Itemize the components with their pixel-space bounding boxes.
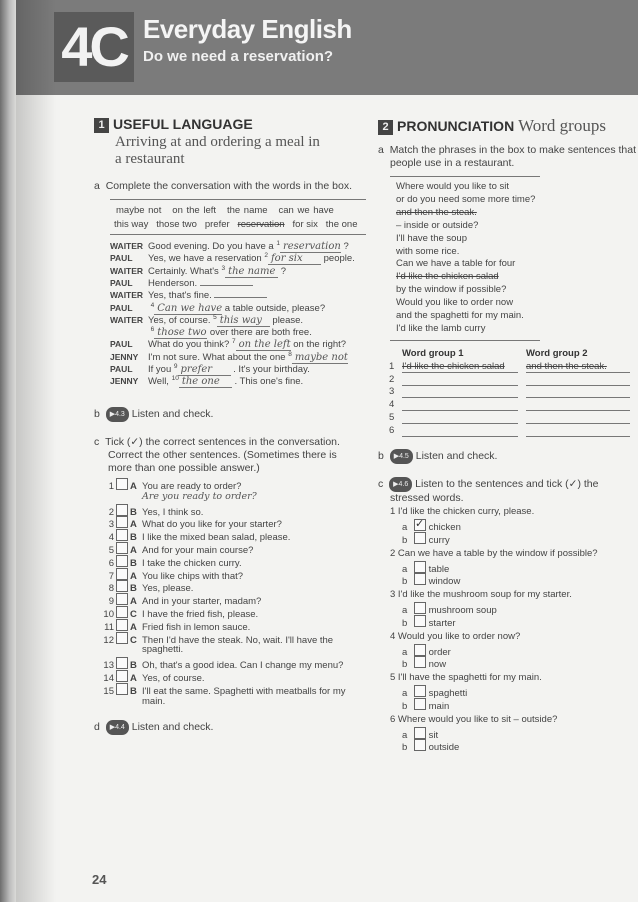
phrase: I'd like the chicken salad <box>396 271 499 283</box>
tick-sentence: I take the chicken curry. <box>142 557 242 569</box>
s2c-instruction: c ▶4.6 Listen to the sentences and tick (✓) the stressed words. <box>378 478 599 504</box>
speaker: JENNY <box>110 351 139 362</box>
dialogue-text: Yes, we have a reservation <box>148 253 262 265</box>
phrase: and then the steak. <box>396 206 477 218</box>
dialogue-line <box>110 363 310 376</box>
dialogue-rest: ? <box>343 241 349 252</box>
section2-title: PRONUNCIATION <box>397 118 515 134</box>
item-number: 9 <box>108 596 114 608</box>
dialogue-rest: over there are both free. <box>209 327 312 339</box>
word-group-1-header: Word group 1 <box>402 348 464 359</box>
word-group-number: 4 <box>389 399 395 411</box>
dialogue-text: I'm not sure. What about the one <box>148 351 286 363</box>
tick-box[interactable] <box>414 644 426 656</box>
unit-subtitle: Do we need a reservation? <box>143 48 334 65</box>
tick-box[interactable] <box>116 606 128 618</box>
s2b-label: b <box>378 450 384 462</box>
section1-title: USEFUL LANGUAGE <box>113 116 253 132</box>
option-word: starter <box>428 617 456 629</box>
tick-item <box>100 696 165 707</box>
section1-heading <box>94 116 253 133</box>
stress-option <box>402 656 446 670</box>
section2-title-serif: Word groups <box>518 116 606 135</box>
item-number: 3 <box>108 519 114 531</box>
dialogue-line <box>110 302 325 315</box>
unit-title: Everyday English <box>143 14 352 44</box>
option-letter: a <box>402 688 408 699</box>
speaker-letter: B <box>130 660 137 672</box>
s1b-label: b <box>94 408 100 420</box>
gap-number: 2 <box>264 252 268 260</box>
speaker-letter: B <box>130 532 137 544</box>
word-group-1-cell: I'd like the chicken salad <box>402 361 518 373</box>
audio-icon[interactable]: ▶4.6 <box>389 477 412 492</box>
tick-box[interactable] <box>116 632 128 644</box>
speaker: PAUL <box>110 253 133 264</box>
gap-number: 6 <box>150 326 155 334</box>
gap-number: 10 <box>171 375 179 383</box>
option-word: spaghetti <box>428 688 468 699</box>
s1c-instruction: c Tick (✓) the correct sentences in the conversation. Correct the other sentences. (Sometimes there is more than one possible answer.) <box>94 436 340 474</box>
dialogue-text: Certainly. What's <box>148 265 219 277</box>
item-number: 12 <box>103 634 114 646</box>
speaker-letter: B <box>130 557 137 569</box>
word-group-2-cell <box>526 386 630 398</box>
s2b-row <box>378 449 497 464</box>
option-word: mushroom soup <box>428 605 497 616</box>
word-group-1-cell <box>402 425 518 437</box>
gap-number: 5 <box>213 313 217 321</box>
word-group-1-cell <box>402 412 518 424</box>
box-word: those two <box>156 219 197 230</box>
s1b-row <box>94 407 213 422</box>
tick-box[interactable] <box>116 529 128 541</box>
speaker-letter: B <box>130 506 137 518</box>
speaker: WAITER <box>110 314 144 325</box>
tick-box[interactable] <box>116 555 128 567</box>
option-word: now <box>428 659 447 670</box>
item-number: 5 <box>108 545 114 556</box>
dialogue-text: Good evening. Do you have a <box>148 241 274 252</box>
dialogue-line <box>110 240 349 253</box>
s1d-text: Listen and check. <box>131 721 214 733</box>
stress-option <box>402 739 459 753</box>
phrase-box-top <box>390 176 540 177</box>
section1-number: 1 <box>94 118 109 133</box>
tick-box[interactable] <box>414 615 426 627</box>
tick-sentence: Fried fish in lemon sauce. <box>142 621 251 633</box>
s2a-label: a <box>378 144 384 156</box>
dialogue-text: Henderson. <box>148 277 198 289</box>
s1a-label: a <box>94 180 100 192</box>
tick-item <box>100 644 183 655</box>
phrase: Where would you like to sit <box>396 181 509 192</box>
speaker-letter: A <box>130 596 137 608</box>
handwritten-answer: Can we have <box>154 303 222 315</box>
gap-number: 1 <box>276 240 280 247</box>
tick-box[interactable] <box>116 580 128 592</box>
tick-sentence: I have the fried fish, please. <box>142 609 259 620</box>
word-group-1-cell <box>402 399 518 411</box>
handwritten-answer <box>214 297 267 298</box>
tick-box[interactable] <box>414 727 426 739</box>
tick-sentence: spaghetti. <box>142 644 184 656</box>
phrase: – inside or outside? <box>396 219 479 231</box>
speaker-letter: A <box>130 673 137 684</box>
speaker-letter: A <box>130 519 137 531</box>
dialogue-text: If you <box>148 364 172 375</box>
dialogue-line <box>110 277 253 289</box>
option-letter: a <box>402 646 408 658</box>
phrase: I'd like the lamb curry <box>396 322 486 334</box>
dialogue-line <box>110 351 348 364</box>
handwritten-answer: the name <box>225 266 278 278</box>
dialogue-rest: ? <box>280 265 286 277</box>
tick-box[interactable] <box>116 670 128 682</box>
handwritten-answer: this way <box>217 315 270 327</box>
box-word: the name <box>226 205 268 216</box>
speaker-letter: B <box>130 583 137 595</box>
s1c-label: c <box>94 436 100 448</box>
word-group-number: 5 <box>389 411 395 423</box>
tick-box[interactable] <box>116 619 128 631</box>
stress-option <box>402 615 456 629</box>
option-word: outside <box>428 742 460 753</box>
tick-sentence: And for your main course? <box>142 545 254 556</box>
word-group-1-cell <box>402 386 518 398</box>
tick-sentence: You are ready to order? <box>142 481 242 492</box>
word-group-number: 2 <box>389 373 395 385</box>
dialogue-text: Yes, that's fine. <box>148 290 212 302</box>
tick-box[interactable] <box>414 561 426 573</box>
dialogue-rest: on the right? <box>293 339 347 351</box>
dialogue-line <box>110 265 286 278</box>
speaker: WAITER <box>110 241 144 251</box>
s1a-instruction <box>94 180 352 193</box>
option-word: order <box>428 646 451 658</box>
tick-box[interactable] <box>116 542 128 554</box>
item-number: 7 <box>108 570 114 582</box>
tick-sentence: Oh, that's a good idea. Can I change my menu? <box>142 660 344 672</box>
word-box-bottom <box>110 234 366 235</box>
book-spine <box>0 0 16 902</box>
word-group-2-cell <box>526 374 630 386</box>
word-group-2-cell <box>526 412 630 424</box>
box-word: prefer <box>204 219 230 230</box>
tick-box[interactable] <box>414 656 426 668</box>
word-group-number: 1 <box>389 361 395 372</box>
handwritten-answer: the one <box>179 376 232 388</box>
word-group-2-cell <box>526 425 630 437</box>
tick-sentence: Yes, of course. <box>142 673 205 684</box>
box-word: reservation <box>237 219 285 230</box>
s1d-label: d <box>94 721 100 733</box>
word-group-number: 6 <box>389 424 395 436</box>
speaker: PAUL <box>110 339 133 350</box>
handwritten-answer: reservation <box>280 241 341 253</box>
option-word: chicken <box>428 522 461 533</box>
tick-box[interactable] <box>116 568 128 580</box>
item-number: 14 <box>103 673 114 684</box>
word-box-row1 <box>116 205 334 216</box>
tick-box[interactable] <box>414 685 426 697</box>
item-number: 2 <box>108 506 114 518</box>
gap-number: 4 <box>150 301 155 309</box>
tick-box[interactable] <box>414 602 426 614</box>
tick-box[interactable] <box>414 573 426 585</box>
dialogue-line <box>110 252 355 265</box>
s1d-row <box>94 720 213 735</box>
tick-box[interactable] <box>414 519 426 531</box>
section2-number: 2 <box>378 120 393 135</box>
dialogue-line <box>110 314 303 327</box>
option-letter: b <box>402 576 408 587</box>
speaker-letter: A <box>130 545 137 556</box>
dialogue-rest: please. <box>272 314 304 326</box>
audio-icon[interactable]: ▶4.4 <box>106 720 129 735</box>
word-box-row2 <box>114 219 357 230</box>
tick-box[interactable] <box>414 698 426 710</box>
box-word: maybe not <box>116 205 162 216</box>
tick-sentence: What do you like for your starter? <box>142 519 282 531</box>
tick-box[interactable] <box>116 478 128 490</box>
page-number: 24 <box>92 872 107 887</box>
s1b-text: Listen and check. <box>131 408 214 420</box>
stress-question: 2 Can we have a table by the window if possible? <box>390 547 598 559</box>
s2a-instruction: a Match the phrases in the box to make sentences that people use in a restaurant. <box>378 144 636 169</box>
tick-box[interactable] <box>116 504 128 516</box>
spine-shadow <box>16 0 56 902</box>
item-number: 10 <box>103 609 114 620</box>
section2-heading <box>378 116 606 136</box>
tick-sentence: Are you ready to order? <box>142 490 257 502</box>
speaker-letter: B <box>130 685 137 697</box>
option-letter: b <box>402 659 408 670</box>
stress-question: 1 I'd like the chicken curry, please. <box>390 506 535 517</box>
dialogue-line <box>110 326 312 339</box>
tick-box[interactable] <box>116 657 128 669</box>
item-number: 1 <box>108 481 114 492</box>
speaker: JENNY <box>110 376 139 387</box>
box-word: on the left <box>172 205 217 216</box>
speaker-letter: A <box>130 481 137 492</box>
option-letter: b <box>402 742 408 753</box>
s1a-text: Complete the conversation with the words in the box. <box>105 180 352 192</box>
phrase-box-bottom <box>390 340 540 341</box>
dialogue-rest: . It's your birthday. <box>233 364 310 375</box>
dialogue-rest: people. <box>323 253 355 265</box>
option-word: table <box>428 563 450 575</box>
stress-option <box>402 532 450 546</box>
stress-question: 4 Would you like to order now? <box>390 630 521 642</box>
option-letter: a <box>402 729 408 741</box>
tick-sentence: I like the mixed bean salad, please. <box>142 532 291 544</box>
tick-item <box>100 491 257 502</box>
unit-code: 4C <box>54 12 134 82</box>
option-letter: b <box>402 617 408 629</box>
tick-box[interactable] <box>116 683 128 695</box>
word-group-2-cell: and then the steak. <box>526 361 630 373</box>
tick-box[interactable] <box>414 532 426 544</box>
tick-sentence: main. <box>142 695 166 707</box>
handwritten-answer <box>200 285 253 286</box>
item-number: 4 <box>108 532 114 544</box>
audio-icon[interactable]: ▶4.5 <box>390 449 413 464</box>
item-number: 8 <box>108 583 114 595</box>
dialogue-rest: . This one's fine. <box>234 376 304 388</box>
option-word: window <box>428 576 461 587</box>
speaker-letter: A <box>130 621 137 633</box>
box-word: for six <box>292 219 318 230</box>
handwritten-answer: prefer <box>178 364 231 376</box>
phrase: by the window if possible? <box>396 284 507 296</box>
speaker-letter: C <box>130 609 137 620</box>
option-letter: a <box>402 605 408 616</box>
stress-option <box>402 698 449 712</box>
word-group-2-cell <box>526 399 630 411</box>
option-letter: a <box>402 563 408 575</box>
box-word: the one <box>325 219 358 230</box>
audio-icon[interactable]: ▶4.3 <box>106 407 129 422</box>
phrase: or do you need some more time? <box>396 193 536 205</box>
option-word: main <box>428 700 450 712</box>
tick-sentence: You like chips with that? <box>142 570 244 582</box>
phrase: Would you like to order now <box>396 297 514 309</box>
s2c-label: c <box>378 478 384 490</box>
option-word: curry <box>428 534 450 546</box>
word-group-2-header: Word group 2 <box>526 348 588 359</box>
stress-question: 5 I'll have the spaghetti for my main. <box>390 672 542 683</box>
item-number: 13 <box>103 660 114 672</box>
tick-sentence: And in your starter, madam? <box>142 596 262 608</box>
stress-option <box>402 573 460 587</box>
handwritten-answer: for six <box>268 253 321 265</box>
handwritten-answer: those two <box>154 327 207 339</box>
dialogue-line <box>110 289 267 301</box>
tick-sentence: Then I'd have the steak. No, wait. I'll have the <box>142 634 334 646</box>
item-number: 11 <box>104 621 114 633</box>
speaker: PAUL <box>110 364 133 374</box>
option-word: sit <box>428 729 439 741</box>
dialogue-text: Yes, of course. <box>148 314 211 326</box>
section1-subtitle-2: a restaurant <box>115 151 185 167</box>
dialogue-text: Well, <box>148 376 169 388</box>
gap-number: 9 <box>173 363 178 370</box>
dialogue-line <box>110 338 346 351</box>
option-letter: b <box>402 534 408 546</box>
tick-sentence: I'll eat the same. Spaghetti with meatballs for my <box>142 685 346 697</box>
speaker: PAUL <box>110 302 133 313</box>
item-number: 15 <box>103 685 114 697</box>
speaker: PAUL <box>110 277 133 288</box>
word-box-top <box>110 199 366 200</box>
tick-box[interactable] <box>116 593 128 605</box>
tick-sentence: Yes, I think so. <box>142 506 204 518</box>
word-group-number: 3 <box>389 386 395 398</box>
stress-question: 3 I'd like the mushroom soup for my starter. <box>390 589 572 600</box>
word-group-1-cell <box>402 374 518 386</box>
s2b-text: Listen and check. <box>415 450 498 462</box>
speaker-letter: A <box>130 570 137 582</box>
phrase: with some rice. <box>396 245 460 257</box>
handwritten-answer: maybe not <box>292 352 348 364</box>
item-number: 6 <box>108 557 114 569</box>
tick-box[interactable] <box>116 516 128 528</box>
option-letter: b <box>402 700 408 712</box>
phrase: and the spaghetti for my main. <box>396 310 524 321</box>
stress-question: 6 Where would you like to sit – outside? <box>390 713 558 725</box>
dialogue-line <box>110 375 303 388</box>
phrase: Can we have a table for four <box>396 258 516 270</box>
handwritten-answer: on the left <box>236 339 291 351</box>
tick-sentence: Yes, please. <box>142 583 194 595</box>
gap-number: 7 <box>231 338 236 346</box>
speaker: WAITER <box>110 265 144 276</box>
box-word: can we have <box>278 205 334 216</box>
speaker-letter: C <box>130 634 137 646</box>
speaker: WAITER <box>110 290 144 301</box>
phrase: I'll have the soup <box>396 232 467 244</box>
box-word: this way <box>114 219 149 230</box>
tick-box[interactable] <box>414 739 426 751</box>
option-letter: a <box>402 522 408 533</box>
gap-number: 3 <box>221 264 226 272</box>
gap-number: 8 <box>288 350 292 358</box>
dialogue-rest: a table outside, please? <box>224 302 326 314</box>
section1-subtitle-1: Arriving at and ordering a meal in <box>115 134 320 150</box>
dialogue-text: What do you think? <box>148 339 230 351</box>
